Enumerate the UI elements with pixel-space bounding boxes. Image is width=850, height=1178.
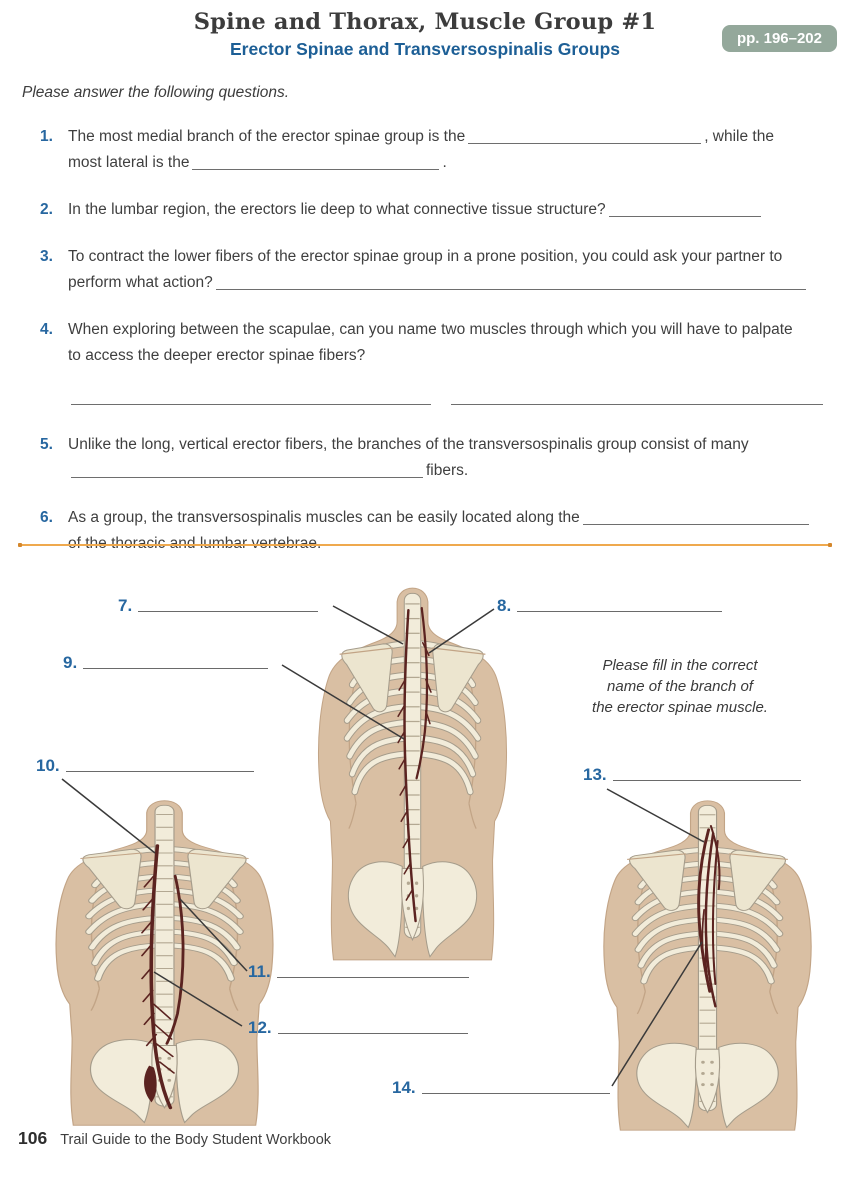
answer-blank [71, 464, 423, 478]
label-number: 11. [248, 962, 271, 981]
figure-label-10 [36, 756, 254, 776]
question-number: 3. [40, 248, 53, 265]
question-number: 6. [40, 509, 53, 526]
torso-illustration-left [52, 798, 277, 1128]
label-number: 12. [248, 1018, 272, 1037]
torso-illustration-center [315, 585, 510, 963]
page-footer [18, 1128, 331, 1149]
question-number: 2. [40, 201, 53, 218]
question-text: The most medial branch of the erector spinae group is the [68, 128, 466, 145]
question-number: 4. [40, 321, 53, 338]
questions-list [40, 124, 828, 557]
question-text: fibers. [426, 462, 469, 479]
question-text: Unlike the long, vertical erector fibers, the branches of the transversospinalis group consist of many [68, 436, 749, 453]
question-text: most lateral is the [68, 154, 190, 171]
label-number: 10. [36, 756, 60, 775]
figure-label-7 [118, 596, 318, 616]
question-5 [40, 432, 828, 484]
answer-blank [451, 391, 823, 405]
answer-line [66, 771, 254, 772]
label-number: 13. [583, 765, 607, 784]
figure-label-13 [583, 765, 801, 785]
answer-line [517, 611, 722, 612]
label-number: 14. [392, 1078, 416, 1097]
question-text: to access the deeper erector spinae fibers? [68, 347, 366, 364]
answer-line [613, 780, 801, 781]
question-text: In the lumbar region, the erectors lie deep to what connective tissue structure? [68, 201, 606, 218]
figure-instruction: Please fill in the correct name of the branch of the erector spinae muscle. [592, 657, 768, 716]
answer-line [138, 611, 318, 612]
page-subtitle: Erector Spinae and Transversospinalis Groups [230, 39, 620, 59]
label-number: 9. [63, 653, 78, 672]
question-text: . [442, 154, 447, 171]
question-3 [40, 244, 828, 296]
answer-line [277, 977, 469, 978]
book-title: Trail Guide to the Body Student Workbook [60, 1132, 332, 1148]
page-title: Spine and Thorax, Muscle Group #1 [193, 9, 657, 35]
answer-blank [583, 511, 809, 525]
answer-line [422, 1093, 610, 1094]
question-number: 1. [40, 128, 53, 145]
figure-label-12 [248, 1018, 468, 1038]
label-number: 7. [118, 596, 133, 615]
question-text: To contract the lower fibers of the erector spinae group in a prone position, you could ask your partner to [68, 248, 783, 265]
answer-blank [71, 391, 431, 405]
figure-label-11 [248, 962, 469, 982]
answer-blank [192, 156, 439, 170]
intro-text: Please answer the following questions. [22, 84, 290, 101]
torso-illustration-right [600, 798, 815, 1133]
page-range-badge: pp. 196–202 [722, 25, 837, 52]
answer-blank [216, 276, 806, 290]
answer-blank [468, 130, 701, 144]
answer-line [278, 1033, 468, 1034]
question-1 [40, 124, 828, 176]
question-text: As a group, the transversospinalis muscles can be easily located along the [68, 509, 580, 526]
question-number: 5. [40, 436, 53, 453]
figure-label-9 [63, 653, 268, 673]
section-divider [20, 544, 830, 546]
figure-label-14 [392, 1078, 610, 1098]
question-text: When exploring between the scapulae, can you name two muscles through which you will have to palpate [68, 321, 793, 338]
answer-line [83, 668, 268, 669]
page-number: 106 [18, 1128, 48, 1148]
question-text: , while the [704, 128, 774, 145]
label-number: 8. [497, 596, 512, 615]
illustration-section [0, 558, 850, 1158]
question-6 [40, 505, 828, 557]
figure-label-8 [497, 596, 722, 616]
question-2 [40, 197, 828, 223]
answer-blank [609, 203, 761, 217]
question-text: perform what action? [68, 274, 213, 291]
question-4 [40, 317, 828, 411]
